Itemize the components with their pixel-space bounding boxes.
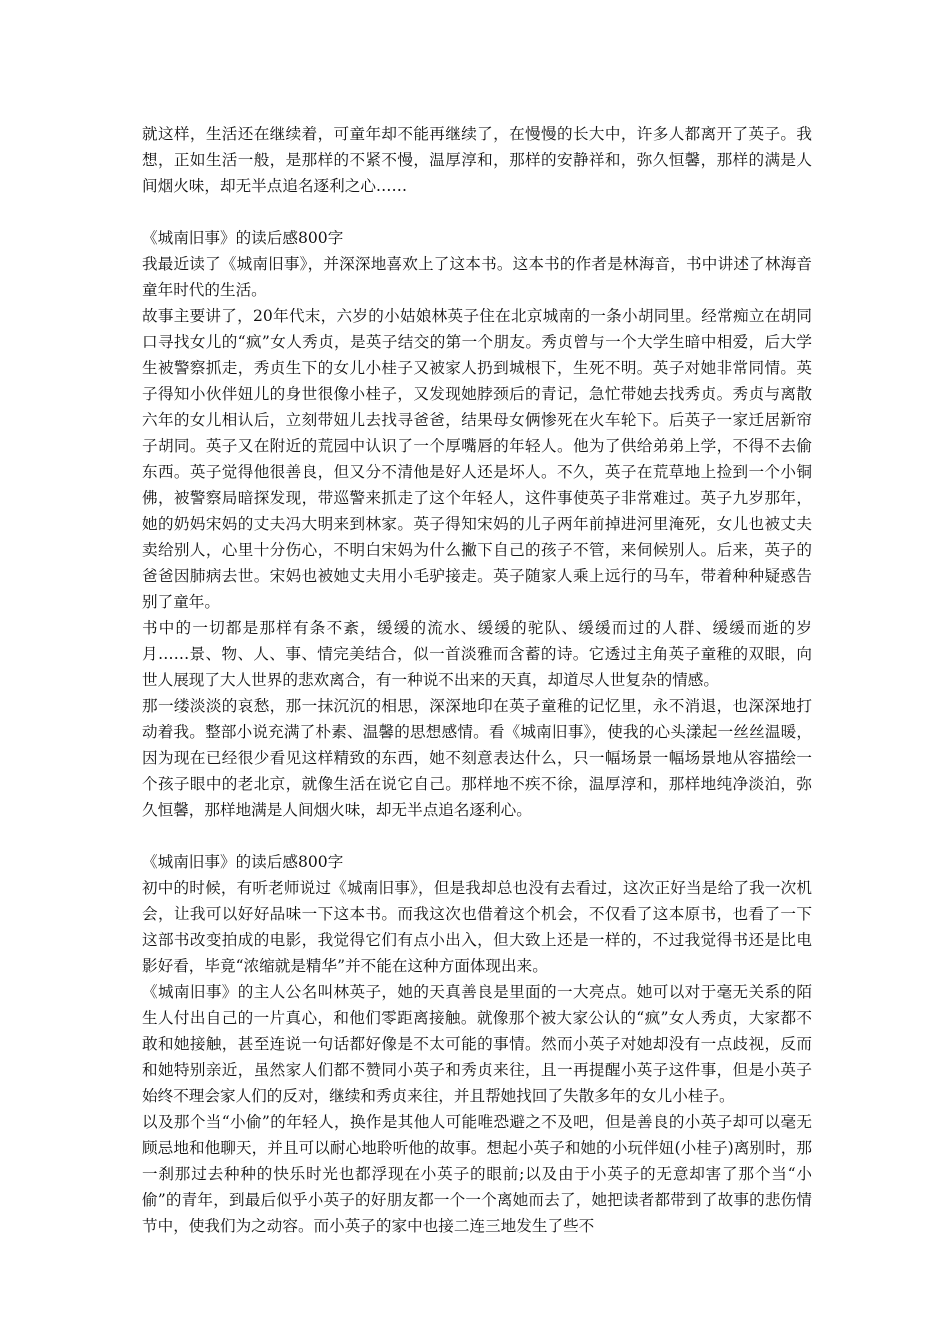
paragraph: 就这样，生活还在继续着，可童年却不能再继续了，在慢慢的长大中，许多人都离开了英子。我想，正如生活一般，是那样的不紧不慢，温厚淳和，那样的安静祥和，弥久恒馨，那样的满是人间烟火味，却无半点追名逐利之心…… <box>142 125 812 195</box>
paragraph: 我最近读了《城南旧事》，并深深地喜欢上了这本书。这本书的作者是林海音，书中讲述了林海音童年时代的生活。 <box>142 255 812 299</box>
paragraph: 初中的时候，有听老师说过《城南旧事》，但是我却总也没有去看过，这次正好当是给了我一次机会，让我可以好好品味一下这本书。而我这次也借着这个机会，不仅看了这本原书，也看了一下这部书改变拍成的电影，我觉得它们有点小出入，但大致上还是一样的，不过我觉得书还是比电影好看，毕竟“浓缩就是精华”并不能在这种方面体现出来。 <box>142 879 812 975</box>
paragraph: 以及那个当“小偷”的年轻人，换作是其他人可能唯恐避之不及吧，但是善良的小英子却可以毫无顾忌地和他聊天，并且可以耐心地聆听他的故事。想起小英子和她的小玩伴妞(小桂子)离别时，那一刹那过去种种的快乐时光也都浮现在小英子的眼前;以及由于小英子的无意却害了那个当“小偷”的青年，到最后似乎小英子的好朋友都一个一个离她而去了，她把读者都带到了故事的悲伤情节中，使我们为之动容。而小英子的家中也接二连三地发生了些不 <box>142 1113 812 1235</box>
paragraph: 故事主要讲了，20年代末，六岁的小姑娘林英子住在北京城南的一条小胡同里。经常痴立在胡同口寻找女儿的“疯”女人秀贞，是英子结交的第一个朋友。秀贞曾与一个大学生暗中相爱，后大学生被警察抓走，秀贞生下的女儿小桂子又被家人扔到城根下，生死不明。英子对她非常同情。英子得知小伙伴妞儿的身世很像小桂子，又发现她脖颈后的青记，急忙带她去找秀贞。秀贞与离散六年的女儿相认后，立刻带妞儿去找寻爸爸，结果母女俩惨死在火车轮下。后英子一家迁居新帘子胡同。英子又在附近的荒园中认识了一个厚嘴唇的年轻人。他为了供给弟弟上学，不得不去偷东西。英子觉得他很善良，但又分不清他是好人还是坏人。不久，英子在荒草地上捡到一个小铜佛，被警察局暗探发现，带巡警来抓走了这个年轻人，这件事使英子非常难过。英子九岁那年，她的奶妈宋妈的丈夫冯大明来到林家。英子得知宋妈的儿子两年前掉进河里淹死，女儿也被丈夫卖给别人，心里十分伤心，不明白宋妈为什么撇下自己的孩子不管，来伺候别人。后来，英子的爸爸因肺病去世。宋妈也被她丈夫用小毛驴接走。英子随家人乘上远行的马车，带着种种疑惑告别了童年。 <box>142 307 812 611</box>
paragraph: 那一缕淡淡的哀愁，那一抹沉沉的相思，深深地印在英子童稚的记忆里，永不消退，也深深地打动着我。整部小说充满了朴素、温馨的思想感情。看《城南旧事》，使我的心头漾起一丝丝温暖，因为现在已经很少看见这样精致的东西，她不刻意表达什么，只一幅场景一幅场景地从容描绘一个孩子眼中的老北京，就像生活在说它自己。那样地不疾不徐，温厚淳和，那样地纯净淡泊，弥久恒馨，那样地满是人间烟火味，却无半点追名逐利心。 <box>142 697 812 819</box>
document-page <box>142 121 812 1239</box>
section-heading: 《城南旧事》的读后感800字 <box>142 229 344 247</box>
section-heading: 《城南旧事》的读后感800字 <box>142 853 344 871</box>
blank-line <box>142 199 812 225</box>
paragraph: 书中的一切都是那样有条不紊，缓缓的流水、缓缓的驼队、缓缓而过的人群、缓缓而逝的岁月……景、物、人、事、情完美结合，似一首淡雅而含蓄的诗。它透过主角英子童稚的双眼，向世人展现了大人世界的悲欢离合，有一种说不出来的天真，却道尽人世复杂的情感。 <box>142 619 812 689</box>
blank-line <box>142 823 812 849</box>
paragraph: 《城南旧事》的主人公名叫林英子，她的天真善良是里面的一大亮点。她可以对于毫无关系的陌生人付出自己的一片真心，和他们零距离接触。就像那个被大家公认的“疯”女人秀贞，大家都不敢和她接触，甚至连说一句话都好像是不太可能的事情。然而小英子对她却没有一点歧视，反而和她特别亲近，虽然家人们都不赞同小英子和秀贞来往，且一再提醒小英子这件事，但是小英子始终不理会家人们的反对，继续和秀贞来往，并且帮她找回了失散多年的女儿小桂子。 <box>142 983 812 1105</box>
